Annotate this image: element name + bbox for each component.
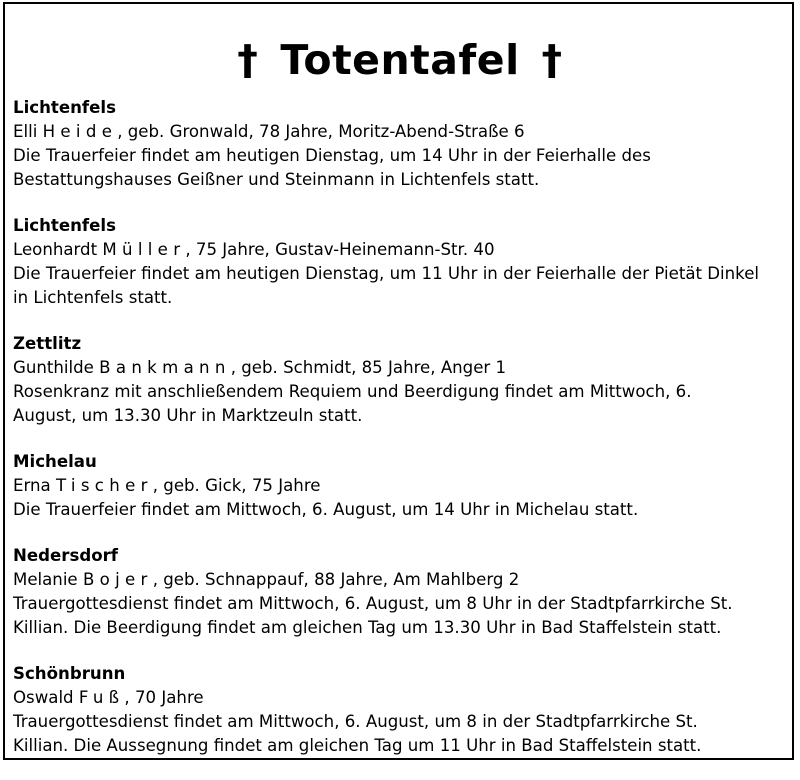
entry-details: , 75 Jahre, Gustav-Heinemann-Str. 40 <box>185 240 495 259</box>
entry-surname: Bankmann <box>99 358 231 377</box>
obituary-entry <box>13 450 790 522</box>
entry-details: , geb. Schnappauf, 88 Jahre, Am Mahlberg 2 <box>152 570 520 589</box>
page-title <box>0 30 800 90</box>
entry-first-name: Oswald <box>13 688 74 707</box>
entry-text-line: Die Trauerfeier findet am Mittwoch, 6. August, um 14 Uhr in Michelau statt. <box>13 500 639 519</box>
entry-person <box>13 474 790 498</box>
entry-text-line: in Lichtenfels statt. <box>13 288 173 307</box>
entry-text-line: Trauergottesdienst findet am Mittwoch, 6. August, um 8 Uhr in der Stadtpfarrkirche St. <box>13 594 733 613</box>
entry-person <box>13 120 790 144</box>
entry-details: , geb. Gick, 75 Jahre <box>152 476 321 495</box>
entry-place: Lichtenfels <box>13 216 116 235</box>
entry-first-name: Erna <box>13 476 51 495</box>
entry-surname: Müller <box>102 240 186 259</box>
page-title-text: Totentafel <box>280 36 520 84</box>
entry-surname: Bojer <box>82 570 153 589</box>
entry-place: Michelau <box>13 452 97 471</box>
entry-person <box>13 238 790 262</box>
entry-text-line: Killian. Die Beerdigung findet am gleichen Tag um 13.30 Uhr in Bad Staffelstein statt. <box>13 618 722 637</box>
entry-surname: Heide <box>42 122 118 141</box>
entry-first-name: Leonhardt <box>13 240 98 259</box>
cross-left-icon: † <box>237 36 259 84</box>
entry-place: Zettlitz <box>13 334 82 353</box>
entry-details: , 70 Jahre <box>124 688 204 707</box>
entry-text-line: Rosenkranz mit anschließendem Requiem und Beerdigung findet am Mittwoch, 6. <box>13 382 692 401</box>
obituary-entry <box>13 662 790 758</box>
entry-text-line: Die Trauerfeier findet am heutigen Dienstag, um 11 Uhr in der Feierhalle der Pietät Dinkel <box>13 264 760 283</box>
entry-person <box>13 356 790 380</box>
entry-first-name: Elli <box>13 122 38 141</box>
entry-text-line: Die Trauerfeier findet am heutigen Dienstag, um 14 Uhr in der Feierhalle des <box>13 146 651 165</box>
entry-person <box>13 686 790 710</box>
obituary-entry <box>13 544 790 640</box>
entry-place: Schönbrunn <box>13 664 126 683</box>
entry-text-line: Bestattungshauses Geißner und Steinmann in Lichtenfels statt. <box>13 170 540 189</box>
entry-first-name: Melanie <box>13 570 78 589</box>
entry-details: , geb. Gronwald, 78 Jahre, Moritz-Abend-Straße 6 <box>117 122 525 141</box>
obituary-entry <box>13 214 790 310</box>
entry-text-line: August, um 13.30 Uhr in Marktzeuln statt. <box>13 406 363 425</box>
entry-first-name: Gunthilde <box>13 358 94 377</box>
entry-details: , geb. Schmidt, 85 Jahre, Anger 1 <box>230 358 507 377</box>
entry-text-line: Trauergottesdienst findet am Mittwoch, 6. August, um 8 in der Stadtpfarrkirche St. <box>13 712 698 731</box>
cross-right-icon: † <box>541 36 563 84</box>
entry-person <box>13 568 790 592</box>
entry-surname: Tischer <box>55 476 153 495</box>
obituary-list <box>13 96 790 780</box>
entry-place: Lichtenfels <box>13 98 116 117</box>
obituary-entry <box>13 96 790 192</box>
entry-surname: Fuß <box>78 688 125 707</box>
entry-text-line: Killian. Die Aussegnung findet am gleichen Tag um 11 Uhr in Bad Staffelstein statt. <box>13 736 702 755</box>
obituary-entry <box>13 332 790 428</box>
entry-place: Nedersdorf <box>13 546 119 565</box>
